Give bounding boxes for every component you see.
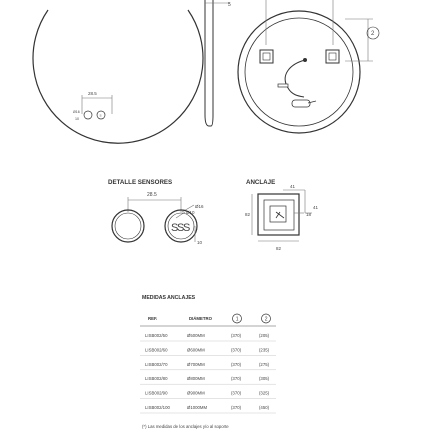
table-title: MEDIDAS ANCLAJES	[142, 295, 196, 301]
table-row	[140, 391, 276, 399]
table-header-col1: 1	[235, 316, 239, 323]
sensor-letter-2: S	[177, 222, 185, 234]
table-cell-diameter: Ø600MM	[187, 347, 205, 353]
table-body	[140, 333, 276, 413]
anchor-dim-inner: 18	[306, 212, 312, 217]
sensor-ring	[84, 111, 92, 119]
table-cell-col1: (370)	[231, 390, 242, 396]
sensor-letter-3: S	[183, 222, 191, 234]
sensor-detail-dim-10: 10	[197, 240, 203, 245]
table-cell-ref: LISB002/100	[145, 405, 170, 410]
mirror-back-outline	[238, 11, 360, 133]
table-cell-ref: LISB002/80	[145, 376, 168, 382]
table-cell-col1: (370)	[231, 405, 242, 410]
table-cell-col2: (305)	[259, 376, 270, 382]
table-cell-col1: (370)	[231, 347, 242, 353]
anchor-hook	[276, 212, 284, 218]
dim-sensor-small: 10	[75, 117, 79, 121]
mirror-back-inner-ring	[245, 18, 353, 126]
table-cell-ref: LISB002/50	[145, 333, 168, 338]
table-cell-diameter: Ø500MM	[187, 333, 205, 338]
anchor-detail	[245, 179, 319, 251]
table-cell-diameter: Ø800MM	[187, 376, 205, 382]
sensor-detail-dim-d2: Ø10	[186, 210, 195, 215]
sensor-detail-title: DETALLE SENSORES	[108, 179, 173, 186]
mirror-side-profile	[205, 0, 213, 126]
table-footnote: (*) Las medidas de los anclajes y/o al soporte	[142, 424, 229, 429]
back-view	[238, 0, 379, 133]
anchor-right	[326, 50, 339, 63]
table-cell-col2: (450)	[259, 405, 270, 410]
table-cell-col2: (235)	[259, 347, 270, 353]
table-header-col2: 2	[264, 316, 268, 323]
marker-2-label: 2	[371, 31, 375, 37]
side-view	[205, 0, 231, 126]
svg-text:S: S	[99, 113, 102, 118]
table-header-diameter: DIÁMETRO	[189, 316, 212, 321]
power-cable	[285, 60, 305, 97]
connector	[278, 84, 288, 87]
table-row	[140, 376, 276, 384]
table-cell-diameter: Ø700MM	[187, 361, 205, 367]
table-row	[140, 333, 276, 341]
table-cell-ref: LISB002/70	[145, 361, 168, 367]
sensor-detail	[108, 179, 204, 245]
anchor-dim-top: 41	[290, 184, 296, 189]
table-row	[140, 405, 276, 413]
table-cell-col2: (205)	[259, 333, 270, 338]
anchor-measures-table	[140, 295, 276, 429]
anchor-dim-side: 41	[313, 205, 319, 210]
dim-sensor-diameter: Ø16	[73, 110, 80, 114]
table-cell-diameter: Ø900MM	[187, 390, 205, 396]
anchor-dim-bottom: 82	[276, 246, 282, 251]
mirror-front-outline	[33, 10, 203, 143]
anchor-dim-left: 82	[245, 212, 251, 217]
table-cell-col1: (370)	[231, 361, 242, 367]
table-cell-ref: LISB002/60	[145, 347, 168, 353]
table-cell-ref: LISB002/90	[145, 390, 168, 396]
table-row	[140, 362, 276, 370]
sensor-detail-dim-spacing: 28.5	[147, 192, 157, 198]
dim-sensor-spacing: 28.5	[88, 91, 97, 96]
dim-depth: 5	[228, 2, 231, 8]
anchor-detail-title: ANCLAJE	[246, 179, 276, 186]
table-cell-col2: (275)	[259, 361, 270, 367]
anchor-left	[260, 50, 273, 63]
table-row	[140, 347, 276, 355]
sensor-ring-large	[112, 210, 144, 242]
led-driver	[292, 100, 310, 107]
table-cell-col1: (370)	[231, 376, 242, 382]
front-view	[33, 10, 203, 143]
table-cell-col1: (370)	[231, 333, 242, 338]
table-header-ref: REF.	[148, 316, 158, 321]
sensor-letter-1: S	[171, 222, 179, 234]
sensor-detail-dim-d1: Ø16	[195, 204, 204, 209]
table-cell-diameter: Ø1000MM	[187, 405, 208, 410]
table-cell-col2: (325)	[259, 390, 270, 396]
